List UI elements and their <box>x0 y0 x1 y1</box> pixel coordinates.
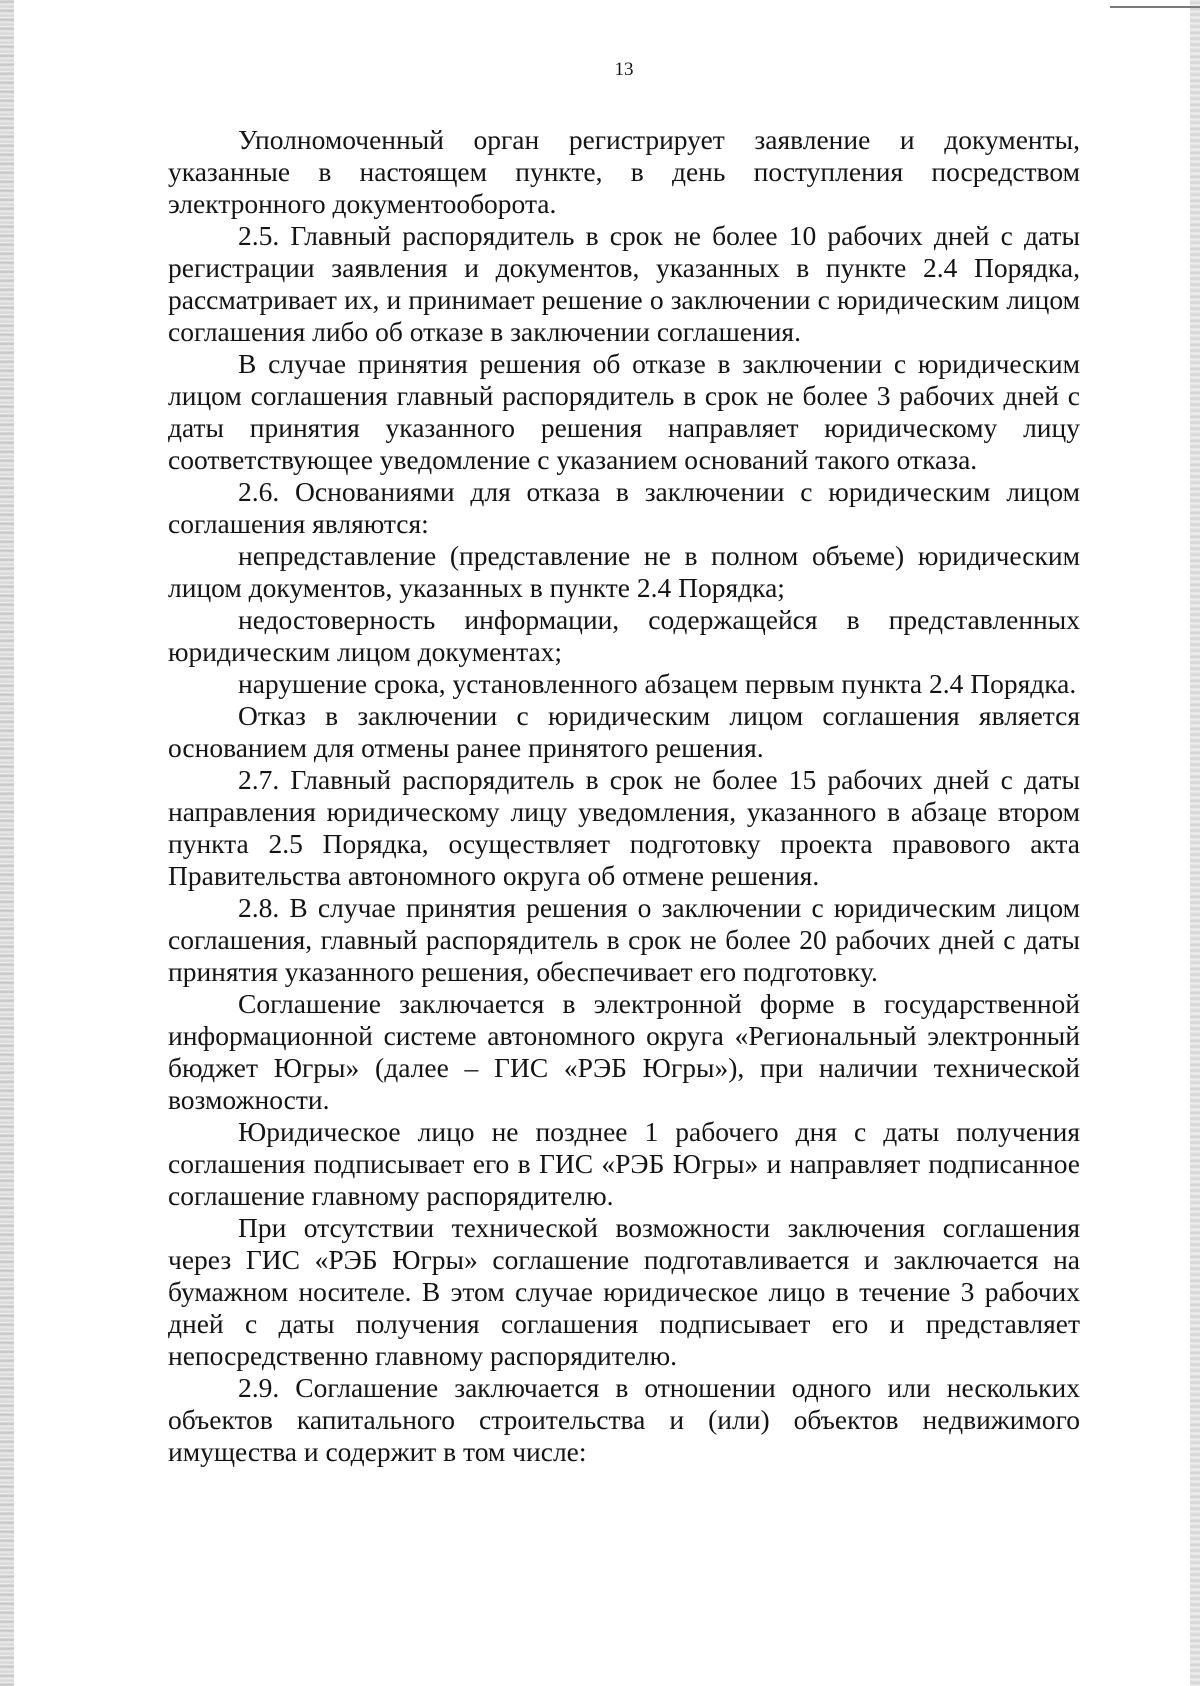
scan-edge-left <box>0 0 14 1686</box>
document-page <box>168 58 1080 1468</box>
paragraph-2-8: 2.8. В случае принятия решения о заключении с юридическим лицом соглашения, главный распорядитель в срок не более 20 рабочих дней с даты принятия указанного решения, обеспечивает его подготовку. <box>168 892 1080 987</box>
paragraph-electronic-form: Соглашение заключается в электронной форме в государственной информационной системе автономного округа «Региональный электронный бюджет Югры» (далее – ГИС «РЭБ Югры»), при наличии технической возможности. <box>168 988 1080 1115</box>
paragraph-registration: Уполномоченный орган регистрирует заявление и документы, указанные в настоящем пункте, в день поступления посредством электронного документооборота. <box>168 124 1080 219</box>
page-number: 13 <box>614 59 634 80</box>
paragraph-2-9: 2.9. Соглашение заключается в отношении одного или нескольких объектов капитального строительства и (или) объектов недвижимого имущества и содержит в том числе: <box>168 1372 1080 1467</box>
paragraph-signing: Юридическое лицо не позднее 1 рабочего дня с даты получения соглашения подписывает его в ГИС «РЭБ Югры» и направляет подписанное соглашение главному распорядителю. <box>168 1116 1080 1211</box>
paragraph-refusal-notice: В случае принятия решения об отказе в заключении с юридическим лицом соглашения главный распорядитель в срок не более 3 рабочих дней с даты принятия указанного решения направляет юридическому лицу соответствующее уведомление с указанием оснований такого отказа. <box>168 348 1080 475</box>
paragraph-2-6: 2.6. Основаниями для отказа в заключении с юридическим лицом соглашения являются: <box>168 476 1080 539</box>
paragraph-2-7: 2.7. Главный распорядитель в срок не более 15 рабочих дней с даты направления юридическому лицу уведомления, указанного в абзаце втором пункта 2.5 Порядка, осуществляет подготовку проекта правового акта Правительства автономного округа об отмене решения. <box>168 764 1080 891</box>
paragraph-ground-deadline: нарушение срока, установленного абзацем первым пункта 2.4 Порядка. <box>238 668 1077 699</box>
scan-top-line <box>1110 6 1200 8</box>
paragraph-2-5: 2.5. Главный распорядитель в срок не более 10 рабочих дней с даты регистрации заявления и документов, указанных в пункте 2.4 Порядка, рассматривает их, и принимает решение о заключении с юридическим лицом соглашения либо об отказе в заключении соглашения. <box>168 220 1080 347</box>
paragraph-refusal-basis: Отказ в заключении с юридическим лицом соглашения является основанием для отмены ранее принятого решения. <box>168 700 1080 763</box>
paragraph-ground-unreliability: недостоверность информации, содержащейся в представленных юридическим лицом документах; <box>168 604 1080 667</box>
scan-edge-right <box>1190 0 1200 1686</box>
paragraph-paper-form: При отсутствии технической возможности заключения соглашения через ГИС «РЭБ Югры» соглашение подготавливается и заключается на бумажном носителе. В этом случае юридическое лицо в течение 3 рабочих дней с даты получения соглашения подписывает его и представляет непосредственно главному распорядителю. <box>168 1212 1080 1371</box>
paragraph-ground-nonsubmission: непредставление (представление не в полном объеме) юридическим лицом документов, указанных в пункте 2.4 Порядка; <box>168 540 1080 603</box>
